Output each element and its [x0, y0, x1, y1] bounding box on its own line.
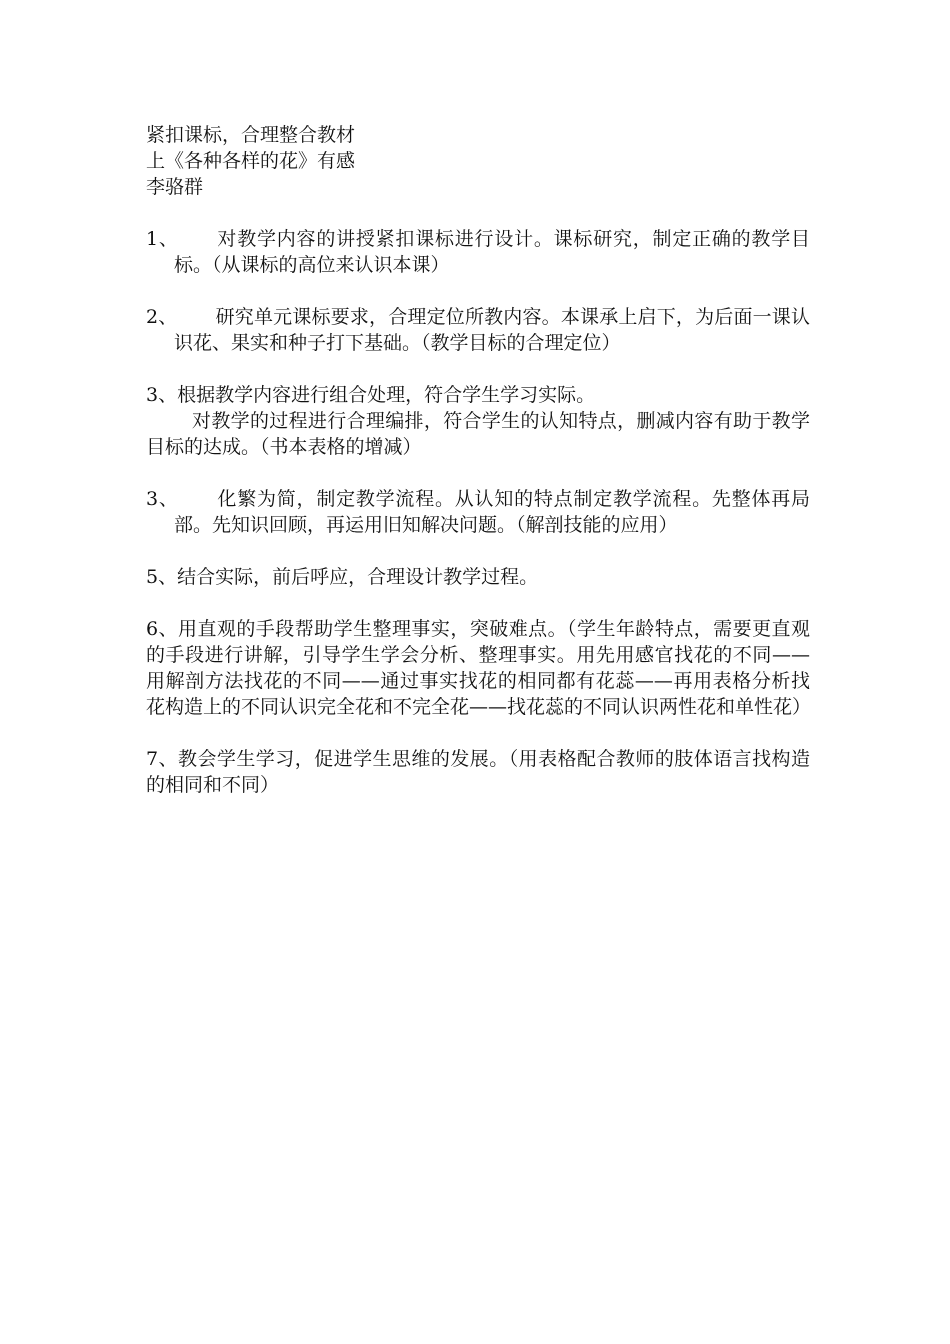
spacer [146, 590, 810, 616]
list-item [146, 564, 810, 590]
item-text: 研究单元课标要求，合理定位所教内容。本课承上启下，为后面一课认识花、果实和种子打下基础。（教学目标的合理定位） [174, 306, 810, 354]
item-text: 对教学内容的讲授紧扣课标进行设计。课标研究，制定正确的教学目标。（从课标的高位来认识本课） [174, 228, 810, 276]
document-title: 紧扣课标，合理整合教材 [146, 124, 356, 146]
document-subtitle: 上《各种各样的花》有感 [146, 150, 356, 172]
list-item [146, 486, 810, 538]
item-number: 2、 [146, 306, 178, 328]
document-page [146, 122, 810, 798]
spacer [146, 460, 810, 486]
item-number: 6、 [146, 618, 178, 640]
spacer [146, 356, 810, 382]
spacer [146, 200, 810, 226]
document-author: 李骆群 [146, 176, 204, 198]
list-item [146, 746, 810, 798]
item-text: 化繁为简，制定教学流程。从认知的特点制定教学流程。先整体再局部。先知识回顾，再运用旧知解决问题。（解剖技能的应用） [174, 488, 810, 536]
list-item [146, 226, 810, 278]
item-paragraph: 对教学的过程进行合理编排，符合学生的认知特点，删减内容有助于教学目标的达成。（书本表格的增减） [146, 410, 810, 458]
item-number: 3、 [146, 384, 178, 406]
spacer [146, 278, 810, 304]
item-number: 7、 [146, 748, 178, 770]
list-item [146, 304, 810, 356]
item-text: 教会学生学习，促进学生思维的发展。（用表格配合教师的肢体语言找构造的相同和不同） [146, 748, 810, 796]
item-text: 根据教学内容进行组合处理，符合学生学习实际。 [177, 384, 596, 406]
list-item [146, 616, 810, 720]
list-item [146, 382, 810, 408]
item-text: 结合实际，前后呼应，合理设计教学过程。 [177, 566, 539, 588]
item-text: 用直观的手段帮助学生整理事实，突破难点。（学生年龄特点，需要更直观的手段进行讲解，引导学生学会分析、整理事实。用先用感官找花的不同——用解剖方法找花的不同——通过事实找花的相同都有花蕊——再用表格分析找花构造上的不同认识完全花和不完全花——找花蕊的不同认识两性花和单性花） [146, 618, 812, 718]
spacer [146, 538, 810, 564]
item-number: 3、 [146, 488, 179, 510]
item-number: 1、 [146, 228, 179, 250]
spacer [146, 720, 810, 746]
item-number: 5、 [146, 566, 178, 588]
